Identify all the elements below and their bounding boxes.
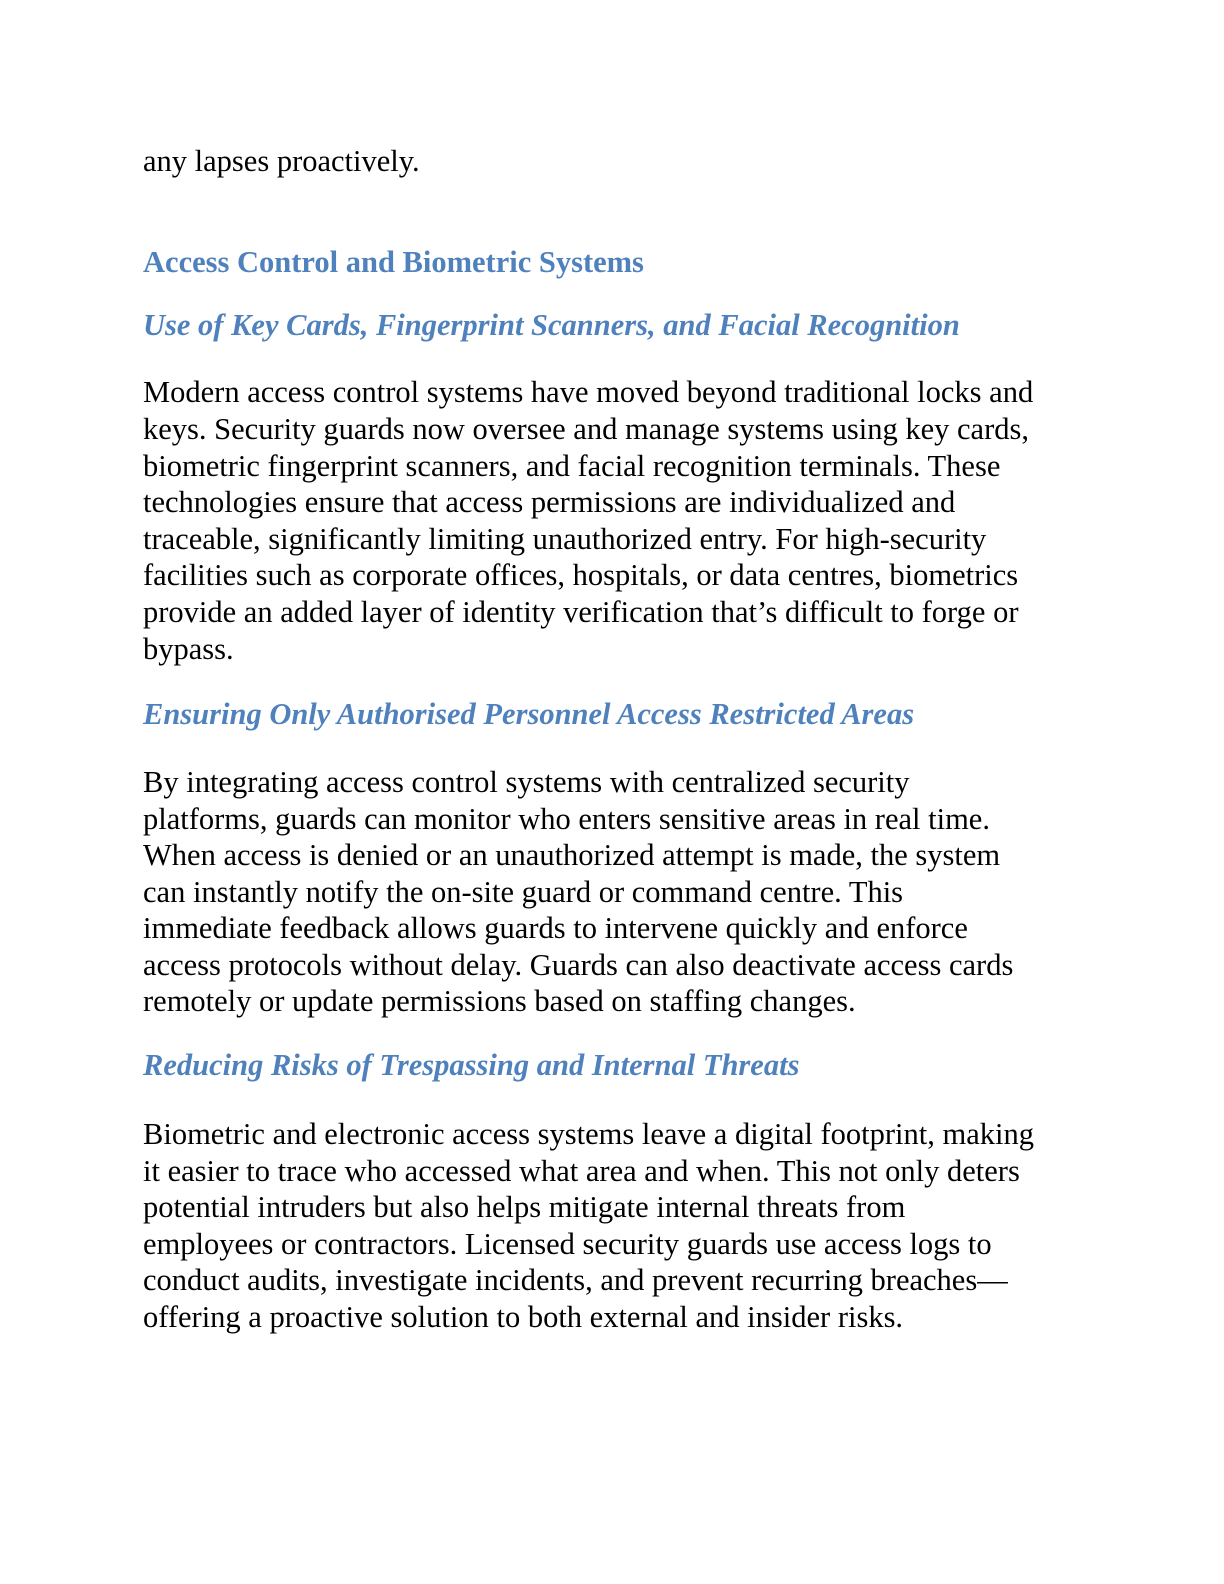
paragraph-line: traceable, significantly limiting unauthorized entry. For high-security — [143, 522, 987, 556]
subsection-heading-authorised-personnel: Ensuring Only Authorised Personnel Access Restricted Areas — [143, 697, 915, 731]
paragraph-line: can instantly notify the on-site guard or command centre. This — [143, 875, 904, 909]
paragraph-line: potential intruders but also helps mitigate internal threats from — [143, 1190, 906, 1224]
paragraph-line: platforms, guards can monitor who enters sensitive areas in real time. — [143, 802, 990, 836]
paragraph-line: offering a proactive solution to both external and insider risks. — [143, 1300, 904, 1334]
section-title: Access Control and Biometric Systems — [143, 245, 644, 279]
paragraph-line: Modern access control systems have moved beyond traditional locks and — [143, 375, 1034, 409]
paragraph-line: employees or contractors. Licensed security guards use access logs to — [143, 1227, 992, 1261]
paragraph-line: provide an added layer of identity verification that’s difficult to forge or — [143, 595, 1019, 629]
subsection-heading-key-cards: Use of Key Cards, Fingerprint Scanners, and Facial Recognition — [143, 308, 960, 342]
paragraph-line: technologies ensure that access permissions are individualized and — [143, 485, 956, 519]
paragraph-line: biometric fingerprint scanners, and facial recognition terminals. These — [143, 449, 1001, 483]
intro-tail-text: any lapses proactively. — [143, 144, 420, 178]
paragraph-line: By integrating access control systems with centralized security — [143, 765, 910, 799]
paragraph-line: access protocols without delay. Guards can also deactivate access cards — [143, 948, 1014, 982]
paragraph-line: immediate feedback allows guards to intervene quickly and enforce — [143, 911, 968, 945]
subsection-heading-trespassing: Reducing Risks of Trespassing and Internal Threats — [143, 1048, 800, 1082]
paragraph-line: facilities such as corporate offices, hospitals, or data centres, biometrics — [143, 558, 1019, 592]
paragraph-line: remotely or update permissions based on staffing changes. — [143, 984, 856, 1018]
paragraph-line: it easier to trace who accessed what area and when. This not only deters — [143, 1154, 1020, 1188]
paragraph-line: Biometric and electronic access systems leave a digital footprint, making — [143, 1117, 1034, 1151]
paragraph-line: When access is denied or an unauthorized attempt is made, the system — [143, 838, 1001, 872]
paragraph-line: keys. Security guards now oversee and manage systems using key cards, — [143, 412, 1029, 446]
paragraph-line: conduct audits, investigate incidents, and prevent recurring breaches— — [143, 1263, 1008, 1297]
paragraph-line: bypass. — [143, 632, 234, 666]
